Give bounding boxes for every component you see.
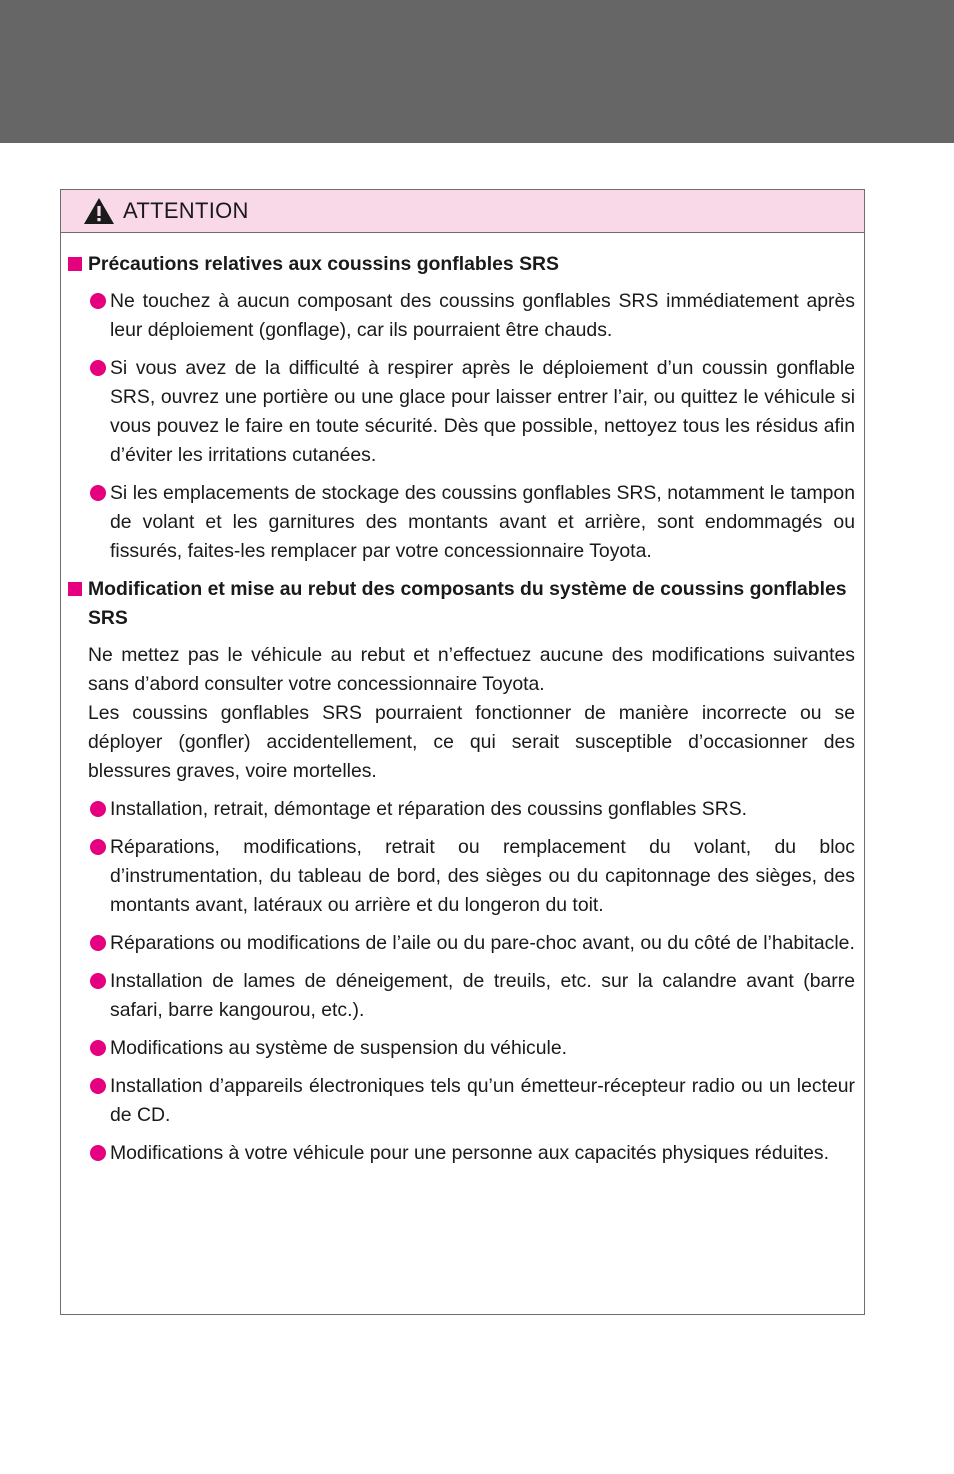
list-item: Installation d’appareils électroniques tels qu’un émetteur-récepteur radio ou un lecteur de CD. [90,1072,855,1130]
attention-box [60,189,865,1315]
circle-bullet-icon [90,1145,106,1161]
list-item: Modifications à votre véhicule pour une personne aux capacités physiques réduites. [90,1139,855,1168]
top-header-band [0,0,954,143]
section-heading: Modification et mise au rebut des composants du système de coussins gonflables SRS [68,575,855,633]
list-item: Réparations ou modifications de l’aile ou du pare-choc avant, ou du côté de l’habitacle. [90,929,855,958]
square-bullet-icon [68,257,82,271]
circle-bullet-icon [90,935,106,951]
circle-bullet-icon [90,839,106,855]
circle-bullet-icon [90,485,106,501]
attention-title: ATTENTION [123,198,249,223]
section-heading: Précautions relatives aux coussins gonflables SRS [68,250,855,279]
list-item: Réparations, modifications, retrait ou remplacement du volant, du bloc d’instrumentation, du tableau de bord, des sièges ou du capitonnage des sièges, des montants avant, latéraux ou arrière et du longeron du toit. [90,833,855,920]
circle-bullet-icon [90,360,106,376]
circle-bullet-icon [90,1040,106,1056]
attention-body [61,233,864,1168]
paragraph: Ne mettez pas le véhicule au rebut et n’effectuez aucune des modifications suivantes sans d’abord consulter votre concessionnaire Toyota. [88,644,855,695]
warning-triangle-icon [83,197,115,225]
attention-header [61,190,864,233]
list-item: Si vous avez de la difficulté à respirer après le déploiement d’un coussin gonflable SRS, ouvrez une portière ou une glace pour laisser entrer l’air, ou quittez le véhicule si vous pouvez le faire en toute sécurité. Dès que possible, nettoyez tous les résidus afin d’éviter les irritations cutanées. [90,354,855,470]
circle-bullet-icon [90,293,106,309]
list-item: Ne touchez à aucun composant des coussins gonflables SRS immédiatement après leur déploiement (gonflage), car ils pourraient être chauds. [90,287,855,345]
circle-bullet-icon [90,801,106,817]
list-item: Installation, retrait, démontage et réparation des coussins gonflables SRS. [90,795,855,824]
square-bullet-icon [68,582,82,596]
list-item: Installation de lames de déneigement, de treuils, etc. sur la calandre avant (barre safari, barre kangourou, etc.). [90,967,855,1025]
list-item: Modifications au système de suspension du véhicule. [90,1034,855,1063]
intro-paragraphs [68,641,855,786]
paragraph: Les coussins gonflables SRS pourraient fonctionner de manière incorrecte ou se déployer (gonfler) accidentellement, ce qui serait susceptible d’occasionner des blessures graves, voire mortelles. [88,702,855,782]
list-item: Si les emplacements de stockage des coussins gonflables SRS, notamment le tampon de volant et les garnitures des montants avant et arrière, sont endommagés ou fissurés, faites-les remplacer par votre concessionnaire Toyota. [90,479,855,566]
circle-bullet-icon [90,1078,106,1094]
circle-bullet-icon [90,973,106,989]
